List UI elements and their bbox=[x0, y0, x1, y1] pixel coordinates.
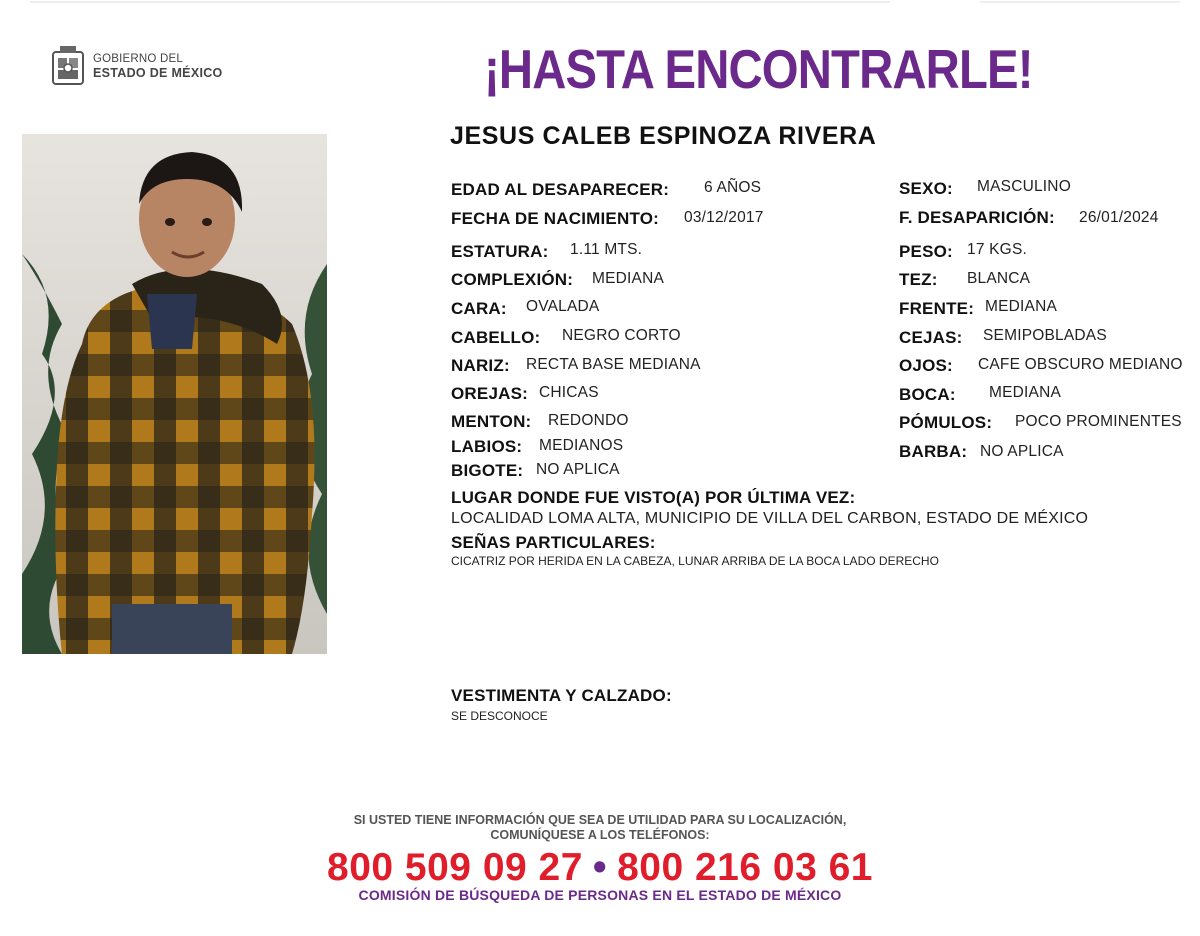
headline: ¡HASTA ENCONTRARLE! bbox=[484, 38, 1033, 100]
field-label-face: CARA: bbox=[451, 299, 507, 318]
government-logo bbox=[50, 44, 223, 88]
field-label-eyebrows: CEJAS: bbox=[899, 328, 963, 347]
field-value-mouth: MEDIANA bbox=[989, 384, 1062, 401]
field-value-eyes: CAFE OBSCURO MEDIANO bbox=[978, 356, 1183, 373]
field-label-eyes: OJOS: bbox=[899, 356, 953, 375]
field-label-cheekbones: PÓMULOS: bbox=[899, 413, 993, 432]
field-value-face: OVALADA bbox=[526, 298, 600, 315]
field-value-cheekbones: POCO PROMINENTES bbox=[1015, 413, 1182, 430]
field-value-eyebrows: SEMIPOBLADAS bbox=[983, 327, 1107, 344]
field-label-build: COMPLEXIÓN: bbox=[451, 270, 574, 289]
field-value-height: 1.11 MTS. bbox=[570, 241, 643, 258]
commission-name: COMISIÓN DE BÚSQUEDA DE PERSONAS EN EL ESTADO DE MÉXICO bbox=[358, 887, 842, 903]
marks-label: SEÑAS PARTICULARES: bbox=[451, 533, 656, 552]
field-value-complexion: BLANCA bbox=[967, 270, 1031, 287]
phone-number-1[interactable]: 800 509 09 27 bbox=[327, 846, 583, 889]
field-value-forehead: MEDIANA bbox=[985, 298, 1058, 315]
field-value-build: MEDIANA bbox=[592, 270, 665, 287]
info-line2: COMUNÍQUESE A LOS TELÉFONOS: bbox=[490, 828, 710, 842]
field-value-lips: MEDIANOS bbox=[539, 437, 624, 454]
field-label-age: EDAD AL DESAPARECER: bbox=[451, 180, 670, 199]
field-label-forehead: FRENTE: bbox=[899, 299, 975, 318]
last-seen-value: LOCALIDAD LOMA ALTA, MUNICIPIO DE VILLA DEL CARBON, ESTADO DE MÉXICO bbox=[451, 510, 1089, 527]
field-label-mouth: BOCA: bbox=[899, 385, 956, 404]
logo-line1: GOBIERNO DEL bbox=[93, 53, 183, 65]
field-value-beard: NO APLICA bbox=[980, 443, 1064, 460]
top-border bbox=[0, 0, 1200, 6]
missing-person-photo bbox=[22, 134, 327, 654]
field-value-mustache: NO APLICA bbox=[536, 461, 620, 478]
field-label-nose: NARIZ: bbox=[451, 356, 510, 375]
field-value-weight: 17 KGS. bbox=[967, 241, 1027, 258]
logo-line2: ESTADO DE MÉXICO bbox=[93, 66, 223, 80]
clothing-value: SE DESCONOCE bbox=[451, 709, 548, 723]
phone-number-2[interactable]: 800 216 03 61 bbox=[617, 846, 873, 889]
field-label-lips: LABIOS: bbox=[451, 437, 523, 456]
field-label-hair: CABELLO: bbox=[451, 328, 541, 347]
field-value-disappearance-date: 26/01/2024 bbox=[1079, 209, 1159, 226]
coat-of-arms-icon bbox=[50, 44, 86, 88]
last-seen-label: LUGAR DONDE FUE VISTO(A) POR ÚLTIMA VEZ: bbox=[451, 488, 856, 507]
marks-value: CICATRIZ POR HERIDA EN LA CABEZA, LUNAR ARRIBA DE LA BOCA LADO DERECHO bbox=[451, 554, 939, 568]
phone-numbers bbox=[0, 846, 1200, 890]
field-label-birthdate: FECHA DE NACIMIENTO: bbox=[451, 209, 659, 228]
field-label-height: ESTATURA: bbox=[451, 242, 549, 261]
person-name: JESUS CALEB ESPINOZA RIVERA bbox=[450, 122, 877, 150]
field-value-hair: NEGRO CORTO bbox=[562, 327, 681, 344]
field-label-sex: SEXO: bbox=[899, 179, 953, 198]
field-label-beard: BARBA: bbox=[899, 442, 968, 461]
field-value-birthdate: 03/12/2017 bbox=[684, 209, 764, 226]
field-value-sex: MASCULINO bbox=[977, 178, 1071, 195]
phone-separator: • bbox=[592, 846, 608, 889]
clothing-label: VESTIMENTA Y CALZADO: bbox=[451, 686, 672, 705]
field-label-disappearance-date: F. DESAPARICIÓN: bbox=[899, 208, 1055, 227]
field-label-chin: MENTON: bbox=[451, 412, 532, 431]
field-value-age: 6 AÑOS bbox=[704, 179, 762, 196]
field-label-weight: PESO: bbox=[899, 242, 953, 261]
field-value-chin: REDONDO bbox=[548, 412, 629, 429]
field-label-complexion: TEZ: bbox=[899, 270, 938, 289]
field-label-ears: OREJAS: bbox=[451, 384, 528, 403]
field-label-mustache: BIGOTE: bbox=[451, 461, 524, 480]
info-line1: SI USTED TIENE INFORMACIÓN QUE SEA DE UTILIDAD PARA SU LOCALIZACIÓN, bbox=[353, 813, 847, 827]
field-value-nose: RECTA BASE MEDIANA bbox=[526, 356, 701, 373]
field-value-ears: CHICAS bbox=[539, 384, 599, 401]
